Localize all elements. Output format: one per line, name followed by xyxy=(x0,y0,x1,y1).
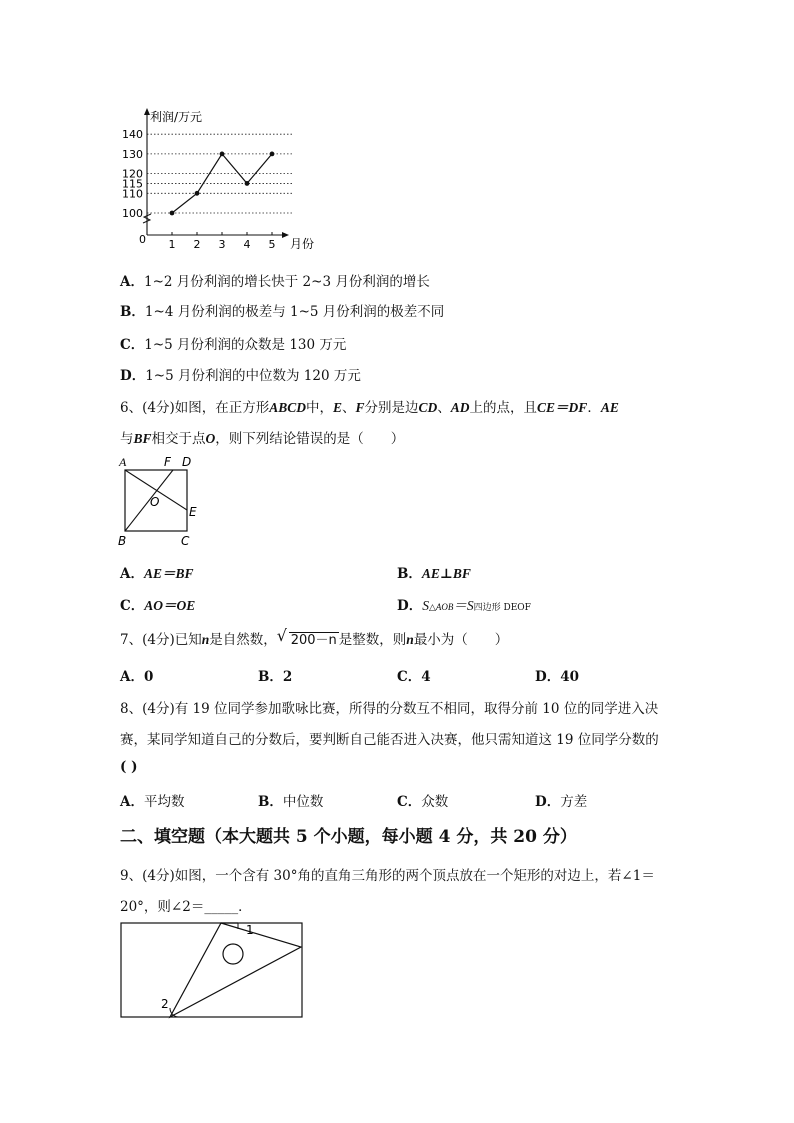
q7-option-c xyxy=(397,665,431,685)
math: AE xyxy=(600,400,619,415)
q8-option-d xyxy=(535,790,587,810)
axis-break xyxy=(143,214,151,223)
chart-grid xyxy=(147,134,292,213)
data-point xyxy=(220,152,225,157)
text: ( ) xyxy=(120,759,138,775)
x-tick-label: 4 xyxy=(243,238,251,251)
option-key: D． xyxy=(535,669,561,685)
option-key: D． xyxy=(120,368,146,384)
option-text: 1~5 月份利润的中位数为 120 万元 xyxy=(145,368,361,384)
y-tick-label: 100 xyxy=(122,207,143,220)
sqrt-expression xyxy=(276,626,339,648)
math: CD xyxy=(418,400,438,415)
x-tick-label: 2 xyxy=(193,238,201,251)
option-text: 方差 xyxy=(560,794,588,810)
y-tick-label: 115 xyxy=(122,177,143,191)
q8-stem-line1 xyxy=(120,697,658,717)
x-tick-label: 3 xyxy=(218,238,226,251)
math: S xyxy=(422,598,429,613)
math: O xyxy=(205,431,216,446)
q5-option-b xyxy=(120,300,444,320)
option-text: AE＝BF xyxy=(143,566,194,581)
q8-option-c xyxy=(397,790,448,810)
option-text: 1~4 月份利润的极差与 1~5 月份利润的极差不同 xyxy=(144,304,445,320)
rectangle-triangle-figure xyxy=(118,920,306,1022)
option-key: A． xyxy=(120,794,144,810)
chart-ylabel: 利润/万元 xyxy=(150,110,203,124)
q7-option-a xyxy=(120,665,153,685)
option-key: B． xyxy=(120,304,145,320)
radical-sign: √ xyxy=(276,626,287,645)
chart-xlabel: 月份 xyxy=(290,237,315,251)
option-text: 平均数 xyxy=(143,794,185,810)
q5-option-c xyxy=(120,333,346,353)
chart-origin-label: 0 xyxy=(139,233,146,246)
option-key: C． xyxy=(120,337,145,353)
data-point xyxy=(270,152,275,157)
data-point xyxy=(195,191,200,196)
text: 分别是边 xyxy=(364,400,419,416)
math: ＝S xyxy=(453,598,474,613)
label-f: F xyxy=(164,455,171,469)
math: n xyxy=(201,632,210,647)
text: 赛，某同学知道自己的分数后，要判断自己能否进入决赛，他只需知道这 19 位同学分数的 xyxy=(120,732,659,748)
option-key: A． xyxy=(120,566,144,582)
profit-line-chart xyxy=(110,105,330,255)
q6-stem-line2 xyxy=(120,427,404,447)
option-key: D． xyxy=(535,794,561,810)
label-c: C xyxy=(181,534,190,548)
option-key: A． xyxy=(120,274,144,290)
label-o: O xyxy=(150,495,160,509)
option-text: 0 xyxy=(143,669,154,685)
math: n xyxy=(406,632,414,647)
square-figure xyxy=(115,452,205,550)
q9-stem-line2 xyxy=(120,895,252,915)
option-key: C． xyxy=(397,794,422,810)
text: 如图，一个含有 30°角的直角三角形的两个顶点放在一个矩形的对边上，若∠1＝ xyxy=(174,868,655,884)
subscript: △AOB xyxy=(428,602,454,612)
option-text: 众数 xyxy=(421,794,449,810)
subscript: 四边形 DEOF xyxy=(473,603,531,613)
text: ． xyxy=(587,400,601,416)
text: 、 xyxy=(437,400,451,416)
text: 相交于点 xyxy=(151,431,206,447)
q8-option-a xyxy=(120,790,184,810)
q6-option-a xyxy=(120,562,194,582)
text: 中， xyxy=(305,400,333,416)
text: 是自然数， xyxy=(209,632,277,648)
q6-number: 6、(4分) xyxy=(120,400,175,416)
option-key: B． xyxy=(258,794,283,810)
x-tick-label: 5 xyxy=(268,238,276,251)
text: 最小为（ ） xyxy=(413,632,509,648)
option-text: AO＝OE xyxy=(144,598,196,613)
label-a: A xyxy=(119,455,127,469)
chart-axes xyxy=(143,108,289,238)
option-text: AE⊥BF xyxy=(421,566,471,581)
q9-number: 9、(4分) xyxy=(120,868,175,884)
text: 已知 xyxy=(174,632,202,648)
y-tick-label: 120 xyxy=(122,167,143,181)
q7-stem xyxy=(120,628,508,648)
radicand: 200－n xyxy=(290,633,337,648)
data-point xyxy=(245,181,250,186)
q6-option-d xyxy=(397,594,531,614)
math: F xyxy=(355,400,365,415)
q6-stem-line1 xyxy=(120,396,619,416)
math: ABCD xyxy=(269,400,306,415)
q5-option-a xyxy=(120,270,430,290)
option-key: B． xyxy=(258,669,283,685)
q7-option-d xyxy=(535,665,579,685)
x-axis-arrow xyxy=(282,232,289,238)
option-text: 40 xyxy=(560,669,580,685)
option-key: A． xyxy=(120,669,144,685)
chart-series xyxy=(170,152,275,216)
text: 如图，在正方形 xyxy=(174,400,270,416)
angle-1-label: 1 xyxy=(246,923,254,937)
option-key: B． xyxy=(397,566,422,582)
option-text: 1~5 月份利润的众数是 130 万元 xyxy=(144,337,347,353)
option-key: C． xyxy=(120,598,145,614)
y-tick-label: 140 xyxy=(122,128,143,142)
q7-option-b xyxy=(258,665,292,685)
q6-option-b xyxy=(397,562,471,582)
option-key: C． xyxy=(397,669,422,685)
text: 与 xyxy=(120,431,134,447)
text: 、 xyxy=(342,400,356,416)
q8-option-b xyxy=(258,790,323,810)
math: CE＝DF xyxy=(537,400,588,415)
option-text: 4 xyxy=(421,669,431,685)
option-key: D． xyxy=(397,598,423,614)
q5-option-d xyxy=(120,364,361,384)
math: E xyxy=(332,400,342,415)
label-b: B xyxy=(118,534,127,548)
text: ，则下列结论错误的是（ ） xyxy=(215,431,405,447)
q6-option-c xyxy=(120,594,195,614)
y-tick-label: 130 xyxy=(122,147,143,161)
q8-stem-line3 xyxy=(120,759,137,775)
angle-2-label: 2 xyxy=(161,997,169,1011)
q7-number: 7、(4分) xyxy=(120,632,175,648)
label-d: D xyxy=(182,455,192,469)
q8-stem-line2 xyxy=(120,728,659,748)
x-tick-label: 1 xyxy=(168,238,176,251)
text: 20°，则∠2＝_____． xyxy=(120,899,252,915)
math: AD xyxy=(450,400,470,415)
label-e: E xyxy=(189,505,197,519)
option-text: 2 xyxy=(282,669,293,685)
data-point xyxy=(170,211,175,216)
text: 是整数，则 xyxy=(338,632,407,648)
q9-stem-line1 xyxy=(120,864,655,884)
q8-number: 8、(4分) xyxy=(120,701,175,717)
math: BF xyxy=(133,431,152,446)
y-tick-label: 110 xyxy=(122,187,143,201)
option-text: 1~2 月份利润的增长快于 2~3 月份利润的增长 xyxy=(143,274,430,290)
text: 上的点，且 xyxy=(469,400,538,416)
option-text: 中位数 xyxy=(282,794,324,810)
text: 有 19 位同学参加歌咏比赛，所得的分数互不相同，取得分前 10 位的同学进入决 xyxy=(174,701,659,717)
section-title: 二、填空题（本大题共 5 个小题，每小题 4 分，共 20 分） xyxy=(120,827,577,847)
